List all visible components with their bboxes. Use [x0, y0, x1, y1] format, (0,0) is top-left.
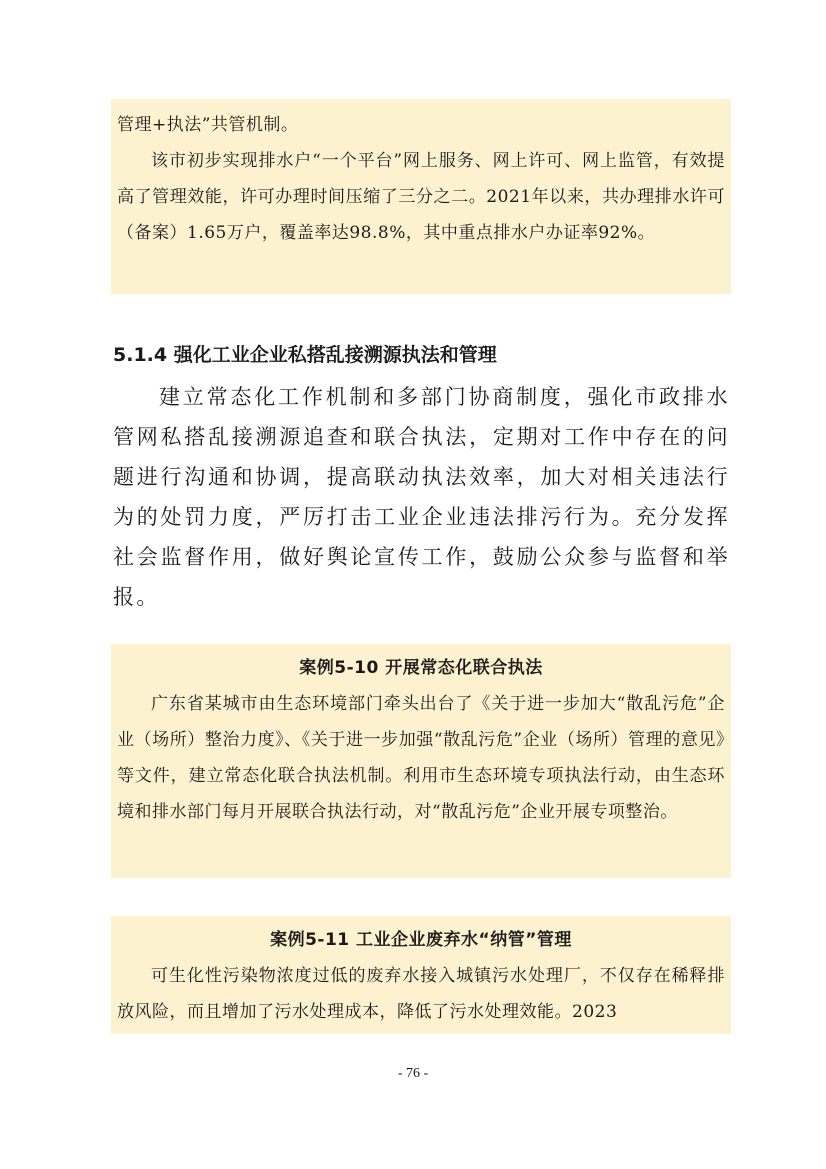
- continuation-line: 管理+执法”共管机制。: [117, 115, 299, 135]
- case-box-5-10: [111, 644, 731, 878]
- case-continuation-box: [111, 99, 731, 294]
- section-heading: 5.1.4 强化工业企业私搭乱接溯源执法和管理: [113, 344, 497, 366]
- page-number: - 76 -: [397, 1066, 429, 1081]
- section-body: 建立常态化工作机制和多部门协商制度，强化市政排水管网私搭乱接溯源追查和联合执法，定期对工作中存在的问题进行沟通和协调，提高联动执法效率，加大对相关违法行为的处罚力度，严厉打击工业企业违法排污行为。充分发挥社会监督作用，做好舆论宣传工作，鼓励公众参与监督和举报。: [113, 385, 730, 609]
- case-paragraph: 该市初步实现排水户“一个平台”网上服务、网上许可、网上监管，有效提高了管理效能，许可办理时间压缩了三分之二。2021年以来，共办理排水许可（备案）1.65万户，覆盖率达98.8%，其中重点排水户办证率92%。: [117, 151, 725, 243]
- case-paragraph: 可生化性污染物浓度过低的废弃水接入城镇污水处理厂，不仅存在稀释排放风险，而且增加了污水处理成本，降低了污水处理效能。2023: [117, 966, 725, 1022]
- case-title: 案例5-10 开展常态化联合执法: [299, 658, 543, 678]
- case-box-5-11: [111, 916, 731, 1034]
- case-paragraph: 广东省某城市由生态环境部门牵头出台了《关于进一步加大“散乱污危”企业（场所）整治力度》、《关于进一步加强“散乱污危”企业（场所）管理的意见》等文件，建立常态化联合执法机制。利用市生态环境专项执法行动，由生态环境和排水部门每月开展联合执法行动，对“散乱污危”企业开展专项整治。: [117, 694, 725, 822]
- case-title: 案例5-11 工业企业废弃水“纳管”管理: [270, 930, 572, 950]
